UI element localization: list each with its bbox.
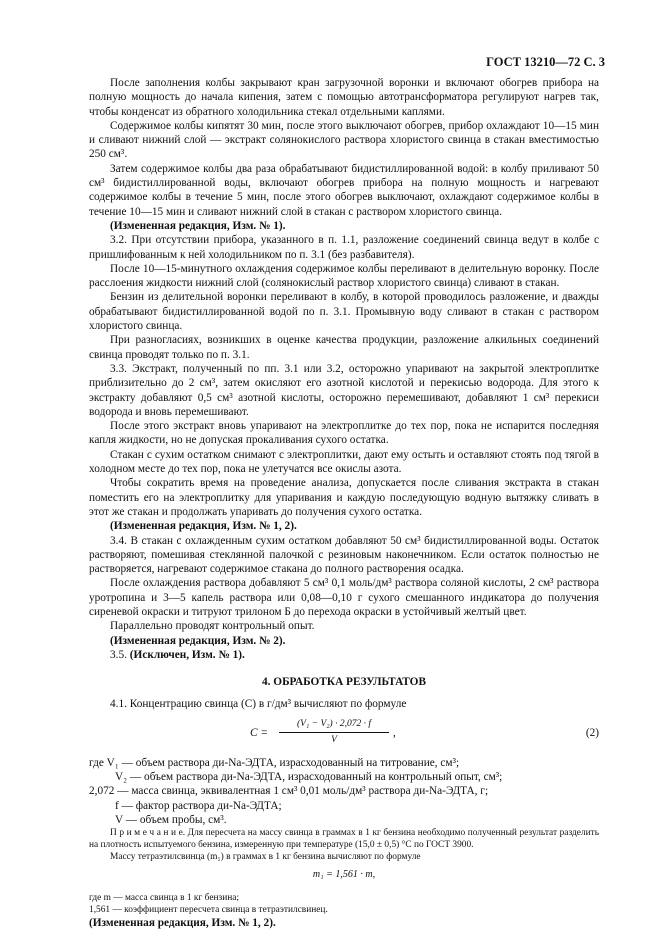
note: П р и м е ч а н и е. Для пересчета на массу свинца в граммах в 1 кг бензина необходимо полученный результат разделить на плотность испытуемого бензина, измеренную при температуре (15,0 ± 0,5) °С по ГОСТ 3900. <box>89 828 599 851</box>
formula-2 <box>89 717 599 747</box>
definition-line: 2,072 — масса свинца, эквивалентная 1 см³ 0,01 моль/дм³ раствора ди-Na-ЭДТА, г; <box>89 785 489 798</box>
paragraph: 3.3. Экстракт, полученный по пп. 3.1 или 3.2, осторожно упаривают на закрытой электроплитке приблизительно до 2 см³, затем окисляют его азотной кислотой и перекисью водорода. Для этого к экстракту добавляют 0,5 см³ азотной кислоты, осторожно перемешивают, добавляют 1 см³ перекиси водорода и вновь перемешивают. <box>89 362 599 418</box>
definition-line: V — объем пробы, см³. <box>115 813 227 826</box>
paragraph: Стакан с сухим остатком снимают с электроплитки, дают ему остыть и оставляют стоять под тягой в холодном месте до тех пор, пока не улетучатся все окислы азота. <box>89 448 599 476</box>
paragraph: Содержимое колбы кипятят 30 мин, после этого выключают обогрев, прибор охлаждают 10—15 мин и сливают нижний слой — экстракт солянокислого раствора хлористого свинца в стакан вместимостью 250 см³. <box>89 119 599 161</box>
paragraph: Затем содержимое колбы два раза обрабатывают бидистиллированной водой: в колбу приливают 50 см³ бидистиллированной воды, включают обогрев прибора на полную мощность и нагревают содержимое колбы в течение 5 мин, после этого обогрев выключают, охлаждают содержимое колбы в течение 10—15 мин и сливают нижний слой в стакан с раствором хлористого свинца. <box>89 162 599 218</box>
formula-tel <box>89 868 599 882</box>
definition-line: где m — масса свинца в 1 кг бензина; <box>89 892 239 903</box>
definition-line: V₂ — объем раствора ди-Na-ЭДТА, израсходованный на контрольный опыт, см³; <box>115 771 503 784</box>
formula-fraction <box>279 717 389 748</box>
paragraph: После 10—15-минутного охлаждения содержимое колбы переливают в делительную воронку. После расслоения жидкости нижний слой (солянокислый раствор хлористого свинца) сливают в стакан. <box>89 262 599 290</box>
edit-note: (Измененная редакция, Изм. № 1). <box>110 219 286 232</box>
definition-line: f — фактор раствора ди-Na-ЭДТА; <box>115 799 282 812</box>
definition-line: где V₁ — объем раствора ди-Na-ЭДТА, израсходованный на титрование, см³; <box>89 756 460 769</box>
item-3-5 <box>89 648 599 662</box>
definition-line: 1,561 — коэффициент пересчета свинца в тетраэтилсвинец. <box>89 904 328 915</box>
section-title: 4. ОБРАБОТКА РЕЗУЛЬТАТОВ <box>262 676 426 689</box>
edit-note: (Измененная редакция, Изм. № 2). <box>110 634 286 647</box>
paragraph: Параллельно проводят контрольный опыт. <box>110 620 315 633</box>
paragraph: Бензин из делительной воронки переливают в колбу, в которой проводилось разложение, и дважды обрабатывают бидистиллированной водой по п. 3.1. Промывную воду сливают в стакан с раствором хлористого свинца. <box>89 291 599 333</box>
variable-definitions <box>89 756 599 827</box>
paragraph: После заполнения колбы закрывают кран загрузочной воронки и включают обогрев прибора на полную мощность до начала кипения, затем с помощью автотрансформатора регулируют нагрев так, чтобы конденсат из обратного холодильника стекал отдельными каплями. <box>89 77 599 118</box>
paragraph: После охлаждения раствора добавляют 5 см³ 0,1 моль/дм³ раствора соляной кислоты, 2 см³ раствора уротропина и 3—5 капель раствора или 0,08—0,10 г сухого смешанного индикатора до получения сиреневой окраски и титруют трилоном Б до перехода окраски в устойчивый желтый цвет. <box>89 577 599 618</box>
paragraph: После этого экстракт вновь упаривают на электроплитке до тех пор, пока не испарится последняя капля жидкости, но не допуская прокаливания сухого остатка. <box>89 420 599 447</box>
document-body <box>89 76 599 930</box>
formula-tel-text: m₁ = 1,561 · m, <box>312 869 376 881</box>
paragraph: При разногласиях, возникших в оценке качества продукции, разложение алкильных соединений свинца проводят только по п. 3.1. <box>89 334 599 361</box>
paragraph: 3.2. При отсутствии прибора, указанного в п. 1.1, разложение соединений свинца ведут в колбе с пришлифованным к ней холодильником по п. 3.1 (без разбавителя). <box>89 234 599 261</box>
formula-denominator: V <box>331 735 337 746</box>
formula-numerator: (V₁ − V₂) · 2,072 · f <box>279 717 389 733</box>
page-header: ГОСТ 13210—72 С. 3 <box>486 55 605 69</box>
formula-trail: , <box>393 726 396 739</box>
item-number: 3.5. <box>110 648 127 661</box>
paragraph: Массу тетраэтилсвинца (m₁) в граммах в 1 кг бензина вычисляют по формуле <box>110 852 421 863</box>
edit-note: (Измененная редакция, Изм. № 1, 2). <box>110 520 297 533</box>
excluded-note: (Исключен, Изм. № 1). <box>129 648 245 661</box>
edit-note: (Измененная редакция, Изм. № 1, 2). <box>89 916 276 929</box>
formula-number: (2) <box>585 726 599 739</box>
paragraph: Чтобы сократить время на проведение анализа, допускается после сливания экстракта в стакан поместить его на электроплитку для упаривания и каждую последующую водную вытяжку сливать в этот же стакан и продолжать упаривать до получения сухого остатка. <box>89 477 599 518</box>
formula-lhs: C = <box>250 726 268 739</box>
paragraph: 4.1. Концентрацию свинца (C) в г/дм³ вычисляют по формуле <box>110 698 407 711</box>
paragraph: 3.4. В стакан с охлажденным сухим остатком добавляют 50 см³ бидистиллированной воды. Остаток растворяют, помешивая стеклянной палочкой с резиновым наконечником. Если остаток полностью не растворяется, нагревают содержимое стакана до полного растворения осадка. <box>89 534 599 576</box>
